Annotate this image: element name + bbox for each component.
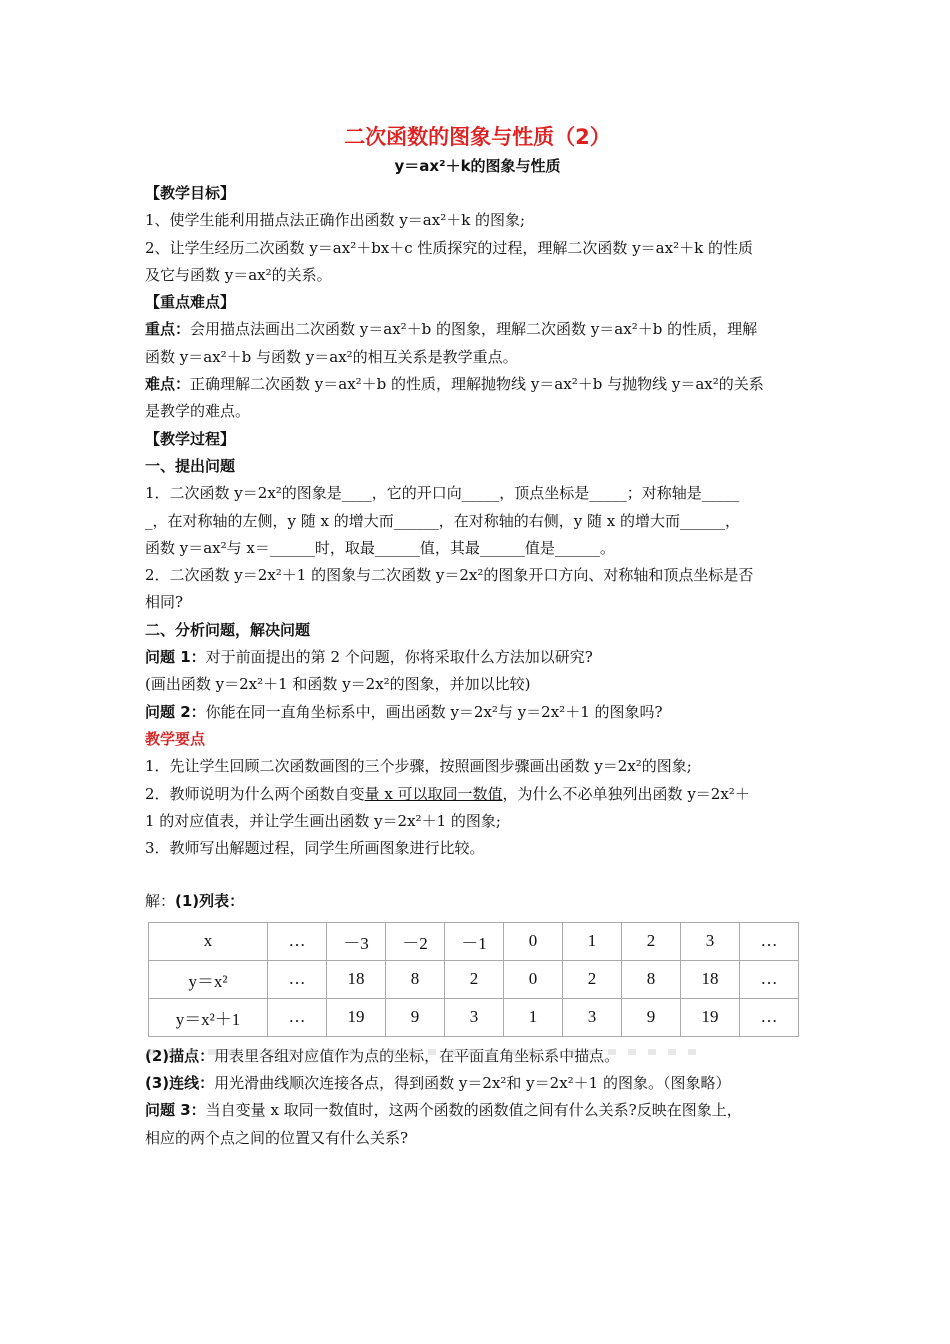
table-cell: 18 xyxy=(681,960,740,998)
table-cell: 9 xyxy=(386,998,445,1036)
table-header-x: x xyxy=(149,922,268,960)
table-cell: 19 xyxy=(681,998,740,1036)
teaching-point-2a-pre: 2．教师说明为什么两个函数自变 xyxy=(145,784,365,803)
solution-step-1 xyxy=(145,888,810,915)
table-cell: 9 xyxy=(622,998,681,1036)
key-point-line-1 xyxy=(145,316,810,343)
objective-item-1: 1、使学生能利用描点法正确作出函数 y＝ax²＋k 的图象; xyxy=(145,211,526,230)
problem-3-label: 问题 3： xyxy=(145,1101,206,1120)
value-table xyxy=(148,922,799,1037)
scan-artifact xyxy=(148,1049,708,1055)
solution-step-2 xyxy=(145,1043,810,1070)
table-cell: … xyxy=(268,922,327,960)
table-cell: … xyxy=(740,922,799,960)
table-row-y1 xyxy=(149,960,799,998)
question-2b: 相同? xyxy=(145,593,184,612)
section-1-heading: 一、提出问题 xyxy=(145,456,236,475)
spacer xyxy=(145,862,810,888)
problem-2-label: 问题 2： xyxy=(145,702,206,721)
document-content xyxy=(145,122,810,1152)
objective-item-2b: 及它与函数 y＝ax²的关系。 xyxy=(145,265,332,284)
section-2-heading: 二、分析问题，解决问题 xyxy=(145,620,311,639)
problem-3-text-b: 相应的两个点之间的位置又有什么关系? xyxy=(145,1128,409,1147)
difficult-point-text-a: 正确理解二次函数 y＝ax²＋b 的性质，理解抛物线 y＝ax²＋b 与抛物线 y＝ax²的关系 xyxy=(190,375,764,394)
table-cell: … xyxy=(740,960,799,998)
problem-1 xyxy=(145,644,810,671)
table-cell: 19 xyxy=(327,998,386,1036)
question-1a: 1．二次函数 y＝2x²的图象是____，它的开口向_____，顶点坐标是_____；对称轴是_____ xyxy=(145,484,740,503)
teaching-points-heading: 教学要点 xyxy=(145,729,206,748)
table-cell: … xyxy=(740,998,799,1036)
key-point-text-b: 函数 y＝ax²＋b 与函数 y＝ax²的相互关系是教学重点。 xyxy=(145,347,518,366)
problem-3 xyxy=(145,1097,810,1124)
teaching-point-2a-post: ，为什么不必单独列出函数 y＝2x²＋ xyxy=(502,784,750,803)
table-row-x xyxy=(149,922,799,960)
problem-1-label: 问题 1： xyxy=(145,648,206,667)
table-cell: 0 xyxy=(504,922,563,960)
teaching-point-1: 1．先让学生回顾二次函数画图的三个步骤，按照画图步骤画出函数 y＝2x²的图象; xyxy=(145,757,692,776)
table-cell: 1 xyxy=(563,922,622,960)
key-point-label: 重点： xyxy=(145,320,191,339)
table-header-y1: y＝x² xyxy=(149,960,268,998)
difficult-point-text-b: 是教学的难点。 xyxy=(145,402,251,421)
table-cell: －1 xyxy=(445,922,504,960)
difficult-point-line-1 xyxy=(145,371,810,398)
table-cell: 3 xyxy=(445,998,504,1036)
table-cell: －2 xyxy=(386,922,445,960)
objective-item-2a: 2、让学生经历二次函数 y＝ax²＋bx＋c 性质探究的过程，理解二次函数 y＝ax²＋k 的性质 xyxy=(145,238,753,257)
solution-step-3 xyxy=(145,1070,810,1097)
table-cell: 0 xyxy=(504,960,563,998)
teaching-point-2a xyxy=(145,781,810,808)
page-subtitle: y＝ax²＋k的图象与性质 xyxy=(394,157,561,175)
problem-1-note: (画出函数 y＝2x²＋1 和函数 y＝2x²的图象，并加以比较) xyxy=(145,675,531,694)
solution-step-2-text: 用表里各组对应值作为点的坐标，在平面直角坐标系中描点。 xyxy=(214,1046,620,1065)
objectives-heading: 【教学目标】 xyxy=(145,184,236,202)
table-cell: 18 xyxy=(327,960,386,998)
key-point-text-a: 会用描点法画出二次函数 y＝ax²＋b 的图象，理解二次函数 y＝ax²＋b 的性质，理解 xyxy=(190,320,758,339)
table-cell: 1 xyxy=(504,998,563,1036)
solution-step-3-label: (3)连线： xyxy=(145,1074,215,1093)
key-points-heading: 【重点难点】 xyxy=(145,293,236,312)
table-cell: … xyxy=(268,960,327,998)
table-row-y2 xyxy=(149,998,799,1036)
table-cell: －3 xyxy=(327,922,386,960)
teaching-point-2b: 1 的对应值表，并让学生画出函数 y＝2x²＋1 的图象; xyxy=(145,811,501,830)
solution-step-3-text: 用光滑曲线顺次连接各点，得到函数 y＝2x²和 y＝2x²＋1 的图象。（图象略） xyxy=(214,1074,731,1093)
solution-step-2-label: (2)描点： xyxy=(145,1046,215,1065)
table-cell: … xyxy=(268,998,327,1036)
table-cell: 8 xyxy=(622,960,681,998)
table-cell: 3 xyxy=(563,998,622,1036)
problem-3-text-a: 当自变量 x 取同一数值时，这两个函数的函数值之间有什么关系?反映在图象上， xyxy=(205,1101,742,1120)
teaching-point-2a-underlined: 量 x 可以取同一数值 xyxy=(364,784,503,803)
table-header-y2: y＝x²＋1 xyxy=(149,998,268,1036)
problem-2 xyxy=(145,699,810,726)
process-heading: 【教学过程】 xyxy=(145,429,236,448)
teaching-point-3: 3．教师写出解题过程，同学生所画图象进行比较。 xyxy=(145,839,485,858)
problem-1-text: 对于前面提出的第 2 个问题，你将采取什么方法加以研究? xyxy=(205,648,593,667)
table-cell: 2 xyxy=(563,960,622,998)
page-title: 二次函数的图象与性质（2） xyxy=(344,125,611,149)
question-1c: 函数 y＝ax²与 x＝______时，取最______值，其最______值是______。 xyxy=(145,538,615,557)
solution-step-1-text: (1)列表： xyxy=(175,892,245,911)
table-cell: 8 xyxy=(386,960,445,998)
table-cell: 3 xyxy=(681,922,740,960)
difficult-point-label: 难点： xyxy=(145,375,191,394)
problem-2-text: 你能在同一直角坐标系中，画出函数 y＝2x²与 y＝2x²＋1 的图象吗? xyxy=(205,702,663,721)
table-cell: 2 xyxy=(445,960,504,998)
solution-label: 解： xyxy=(145,892,176,911)
question-2a: 2．二次函数 y＝2x²＋1 的图象与二次函数 y＝2x²的图象开口方向、对称轴和顶点坐标是否 xyxy=(145,566,754,585)
table-cell: 2 xyxy=(622,922,681,960)
question-1b: _，在对称轴的左侧，y 随 x 的增大而______，在对称轴的右侧，y 随 x 的增大而______， xyxy=(145,511,740,530)
